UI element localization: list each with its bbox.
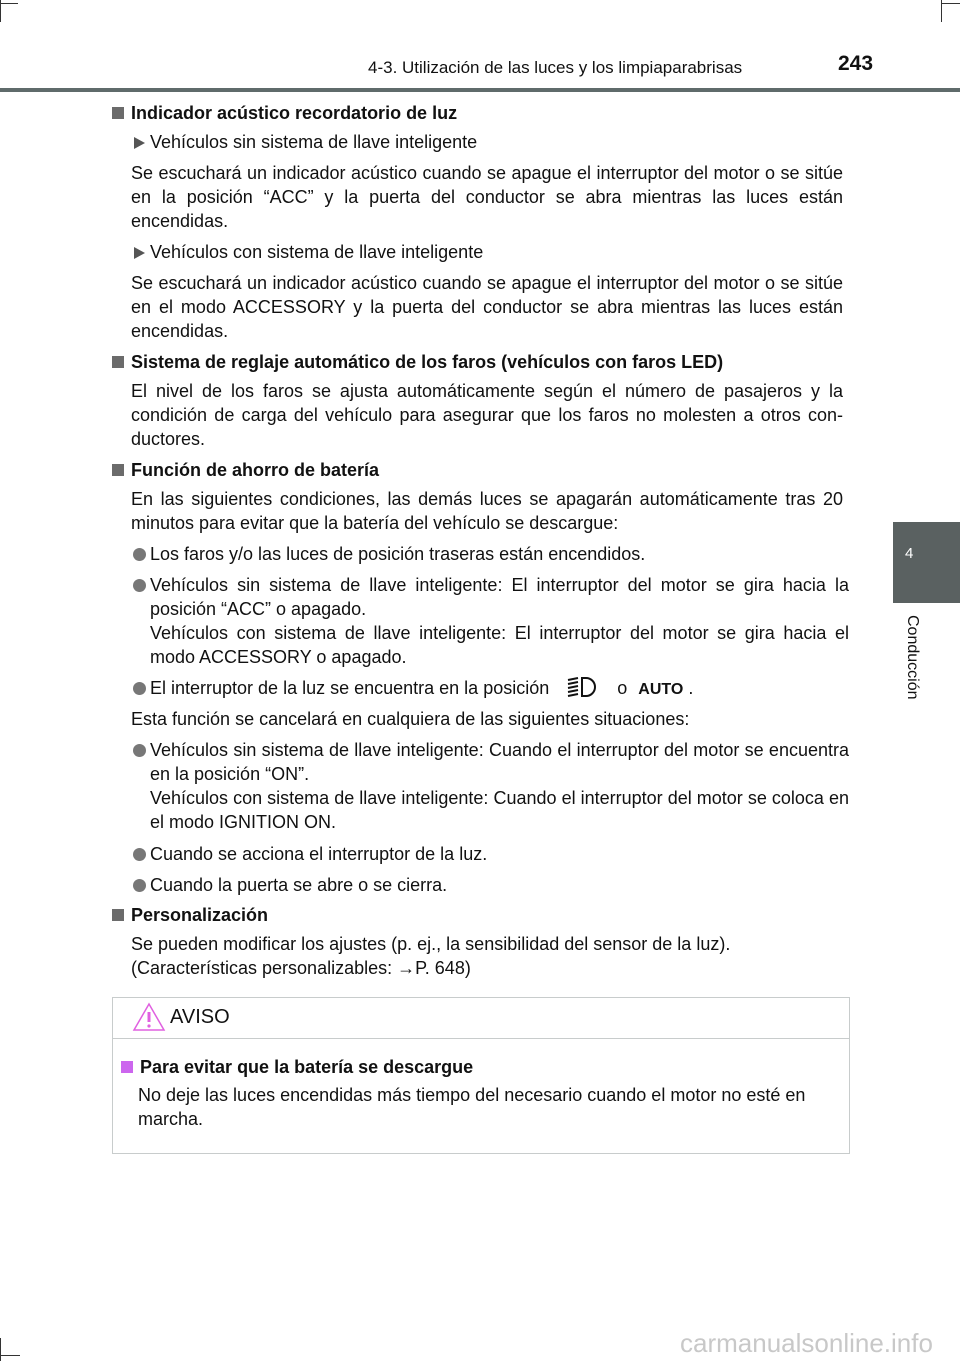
bullet-item: Los faros y/o las luces de posición traseras están encendidos.	[150, 544, 646, 564]
bullet-item-cont: Vehículos con sistema de llave inteligente: Cuando el interruptor del motor se coloca en el modo IGNITION ON.	[150, 788, 849, 832]
section-square-icon	[112, 356, 124, 368]
crop-mark	[0, 3, 18, 4]
subheading: Vehículos con sistema de llave inteligente	[150, 242, 484, 262]
bullet-item: Cuando la puerta se abre o se cierra.	[150, 875, 448, 895]
cross-reference[interactable]: (Características personalizables: →P. 648)	[131, 958, 471, 978]
aviso-divider	[113, 1038, 849, 1039]
section-title: Sistema de reglaje automático de los faros (vehículos con faros LED)	[131, 352, 724, 372]
triangle-bullet-icon	[134, 247, 145, 259]
paragraph: Se pueden modificar los ajustes (p. ej., la sensibilidad del sensor de la luz).	[131, 934, 731, 954]
paragraph: Se escuchará un indicador acústico cuando se apague el interruptor del motor o se sitúe en el modo ACCESSORY y la puerta del conductor se abra mientras las luces están encendidas.	[131, 273, 843, 341]
bullet-item: Vehículos sin sistema de llave inteligente: El interruptor del motor se gira hacia la posición “ACC” o apagado.	[150, 575, 849, 619]
page-number: 243	[838, 52, 874, 75]
period: .	[688, 678, 694, 698]
section-header: 4-3. Utilización de las luces y los limpiaparabrisas	[368, 58, 743, 77]
bullet-icon	[133, 579, 146, 592]
bullet-icon	[133, 879, 146, 892]
paragraph: Se escuchará un indicador acústico cuando se apague el interruptor del motor o se sitúe en la posición “ACC” y la puerta del conductor se abra mientras las luces están encendidas.	[131, 163, 843, 231]
or-text: o	[617, 678, 628, 698]
bullet-icon	[133, 548, 146, 561]
aviso-square-icon	[121, 1061, 133, 1073]
bullet-item: Cuando se acciona el interruptor de la luz.	[150, 844, 488, 864]
aviso-text: No deje las luces encendidas más tiempo del necesario cuando el motor no esté en marcha.	[138, 1085, 806, 1129]
bullet-icon	[133, 682, 146, 695]
section-title: Personalización	[131, 905, 269, 925]
bullet-icon	[133, 848, 146, 861]
bullet-icon	[133, 744, 146, 757]
chapter-number: 4	[905, 545, 914, 562]
section-square-icon	[112, 909, 124, 921]
crop-mark	[0, 1355, 20, 1356]
bullet-item: Vehículos sin sistema de llave inteligente: Cuando el interruptor del motor se encuentra en la posición “ON”.	[150, 740, 849, 784]
subheading: Vehículos sin sistema de llave inteligente	[150, 132, 478, 152]
auto-label: AUTO	[638, 681, 684, 698]
bullet-item	[150, 676, 849, 702]
header-rule	[0, 88, 960, 92]
paragraph: El nivel de los faros se ajusta automáticamente según el número de pasajeros y la condición de carga del vehículo para asegurar que los faros no molesten a otros con-ductores.	[131, 381, 843, 449]
bullet-item-cont: Vehículos con sistema de llave inteligente: El interruptor del motor se gira hacia el modo ACCESSORY o apagado.	[150, 623, 849, 667]
paragraph: En las siguientes condiciones, las demás luces se apagarán automáticamente tras 20 minutos para evitar que la batería del vehículo se descargue:	[131, 489, 843, 533]
aviso-heading: Para evitar que la batería se descargue	[140, 1057, 474, 1077]
watermark: carmanualsonline.info	[680, 1328, 933, 1358]
warning-icon	[132, 1002, 166, 1032]
crop-mark	[0, 1338, 1, 1361]
triangle-bullet-icon	[134, 137, 145, 149]
aviso-title: AVISO	[170, 1006, 230, 1028]
bullet-text: El interruptor de la luz se encuentra en la posición	[150, 678, 550, 698]
paragraph: Esta función se cancelará en cualquiera de las siguientes situaciones:	[131, 709, 690, 729]
section-square-icon	[112, 107, 124, 119]
chapter-label: Conducción	[904, 615, 921, 700]
aviso-box	[112, 997, 850, 1154]
crop-mark	[942, 3, 960, 4]
chapter-tab[interactable]	[893, 522, 960, 603]
section-title: Indicador acústico recordatorio de luz	[131, 103, 458, 123]
headlight-icon	[566, 676, 600, 698]
section-square-icon	[112, 464, 124, 476]
section-title: Función de ahorro de batería	[131, 460, 380, 480]
